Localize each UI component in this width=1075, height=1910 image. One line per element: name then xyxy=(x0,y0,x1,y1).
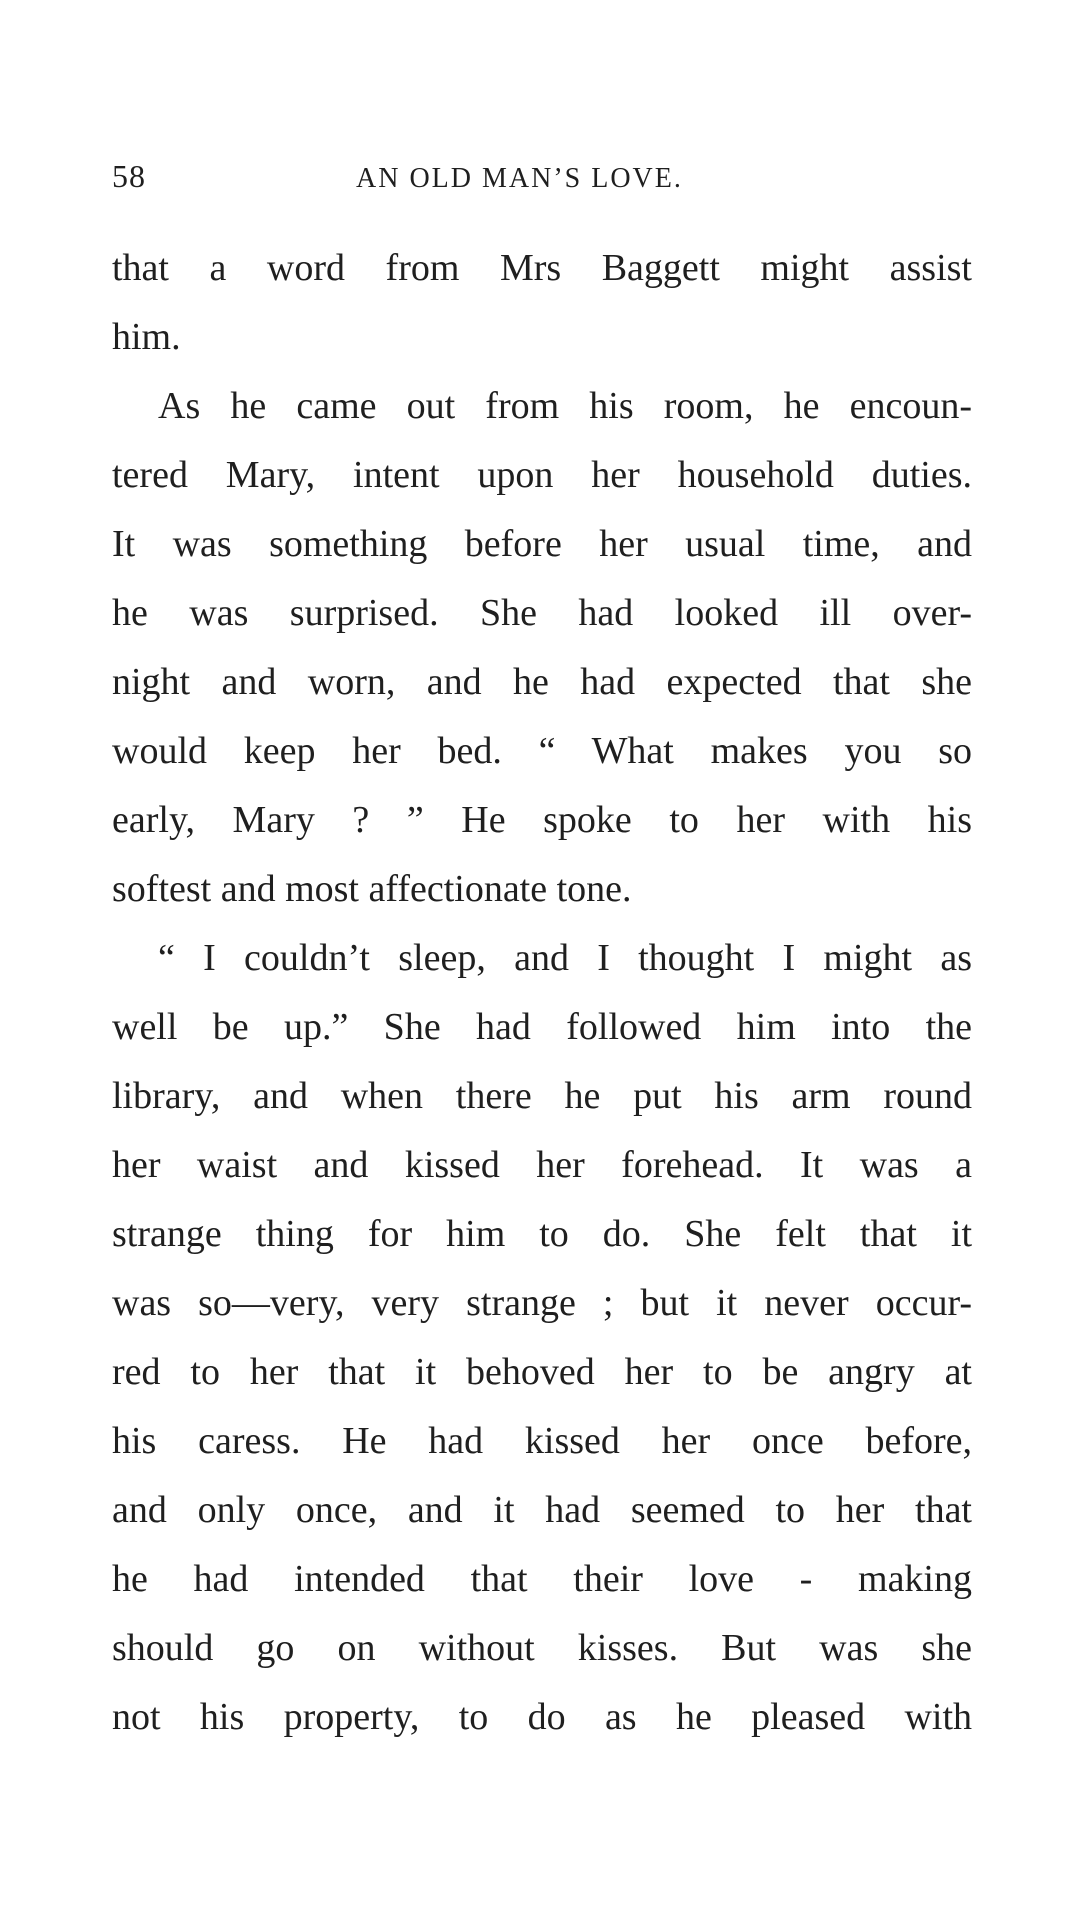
running-title: AN OLD MAN’S LOVE. xyxy=(356,163,683,194)
text-line: softest and most affectionate tone. xyxy=(112,868,632,910)
text-line: him. xyxy=(112,316,181,358)
running-head xyxy=(112,158,968,202)
text-line: not his property, to do as he pleased with xyxy=(112,1696,972,1738)
text-line: As he came out from his room, he encoun- xyxy=(158,385,972,427)
text-line: library, and when there he put his arm round xyxy=(112,1075,972,1117)
text-line: should go on without kisses. But was she xyxy=(112,1627,972,1669)
text-line: “ I couldn’t sleep, and I thought I might as xyxy=(158,937,972,979)
text-line: that a word from Mrs Baggett might assist xyxy=(112,247,972,289)
text-line: he had intended that their love - making xyxy=(112,1558,972,1600)
text-line: his caress. He had kissed her once before, xyxy=(112,1420,972,1462)
body-text xyxy=(112,234,972,1752)
text-line: night and worn, and he had expected that she xyxy=(112,661,972,703)
text-line: he was surprised. She had looked ill over- xyxy=(112,592,972,634)
text-line: strange thing for him to do. She felt that it xyxy=(112,1213,972,1255)
text-line: well be up.” She had followed him into the xyxy=(112,1006,972,1048)
text-line: It was something before her usual time, and xyxy=(112,523,972,565)
text-line: tered Mary, intent upon her household duties. xyxy=(112,454,972,496)
text-line: early, Mary ? ” He spoke to her with his xyxy=(112,799,972,841)
text-line: her waist and kissed her forehead. It was a xyxy=(112,1144,972,1186)
text-line: would keep her bed. “ What makes you so xyxy=(112,730,972,772)
page-number: 58 xyxy=(112,158,146,194)
text-line: was so—very, very strange ; but it never occur- xyxy=(112,1282,972,1324)
text-line: red to her that it behoved her to be angry at xyxy=(112,1351,972,1393)
text-line: and only once, and it had seemed to her that xyxy=(112,1489,972,1531)
